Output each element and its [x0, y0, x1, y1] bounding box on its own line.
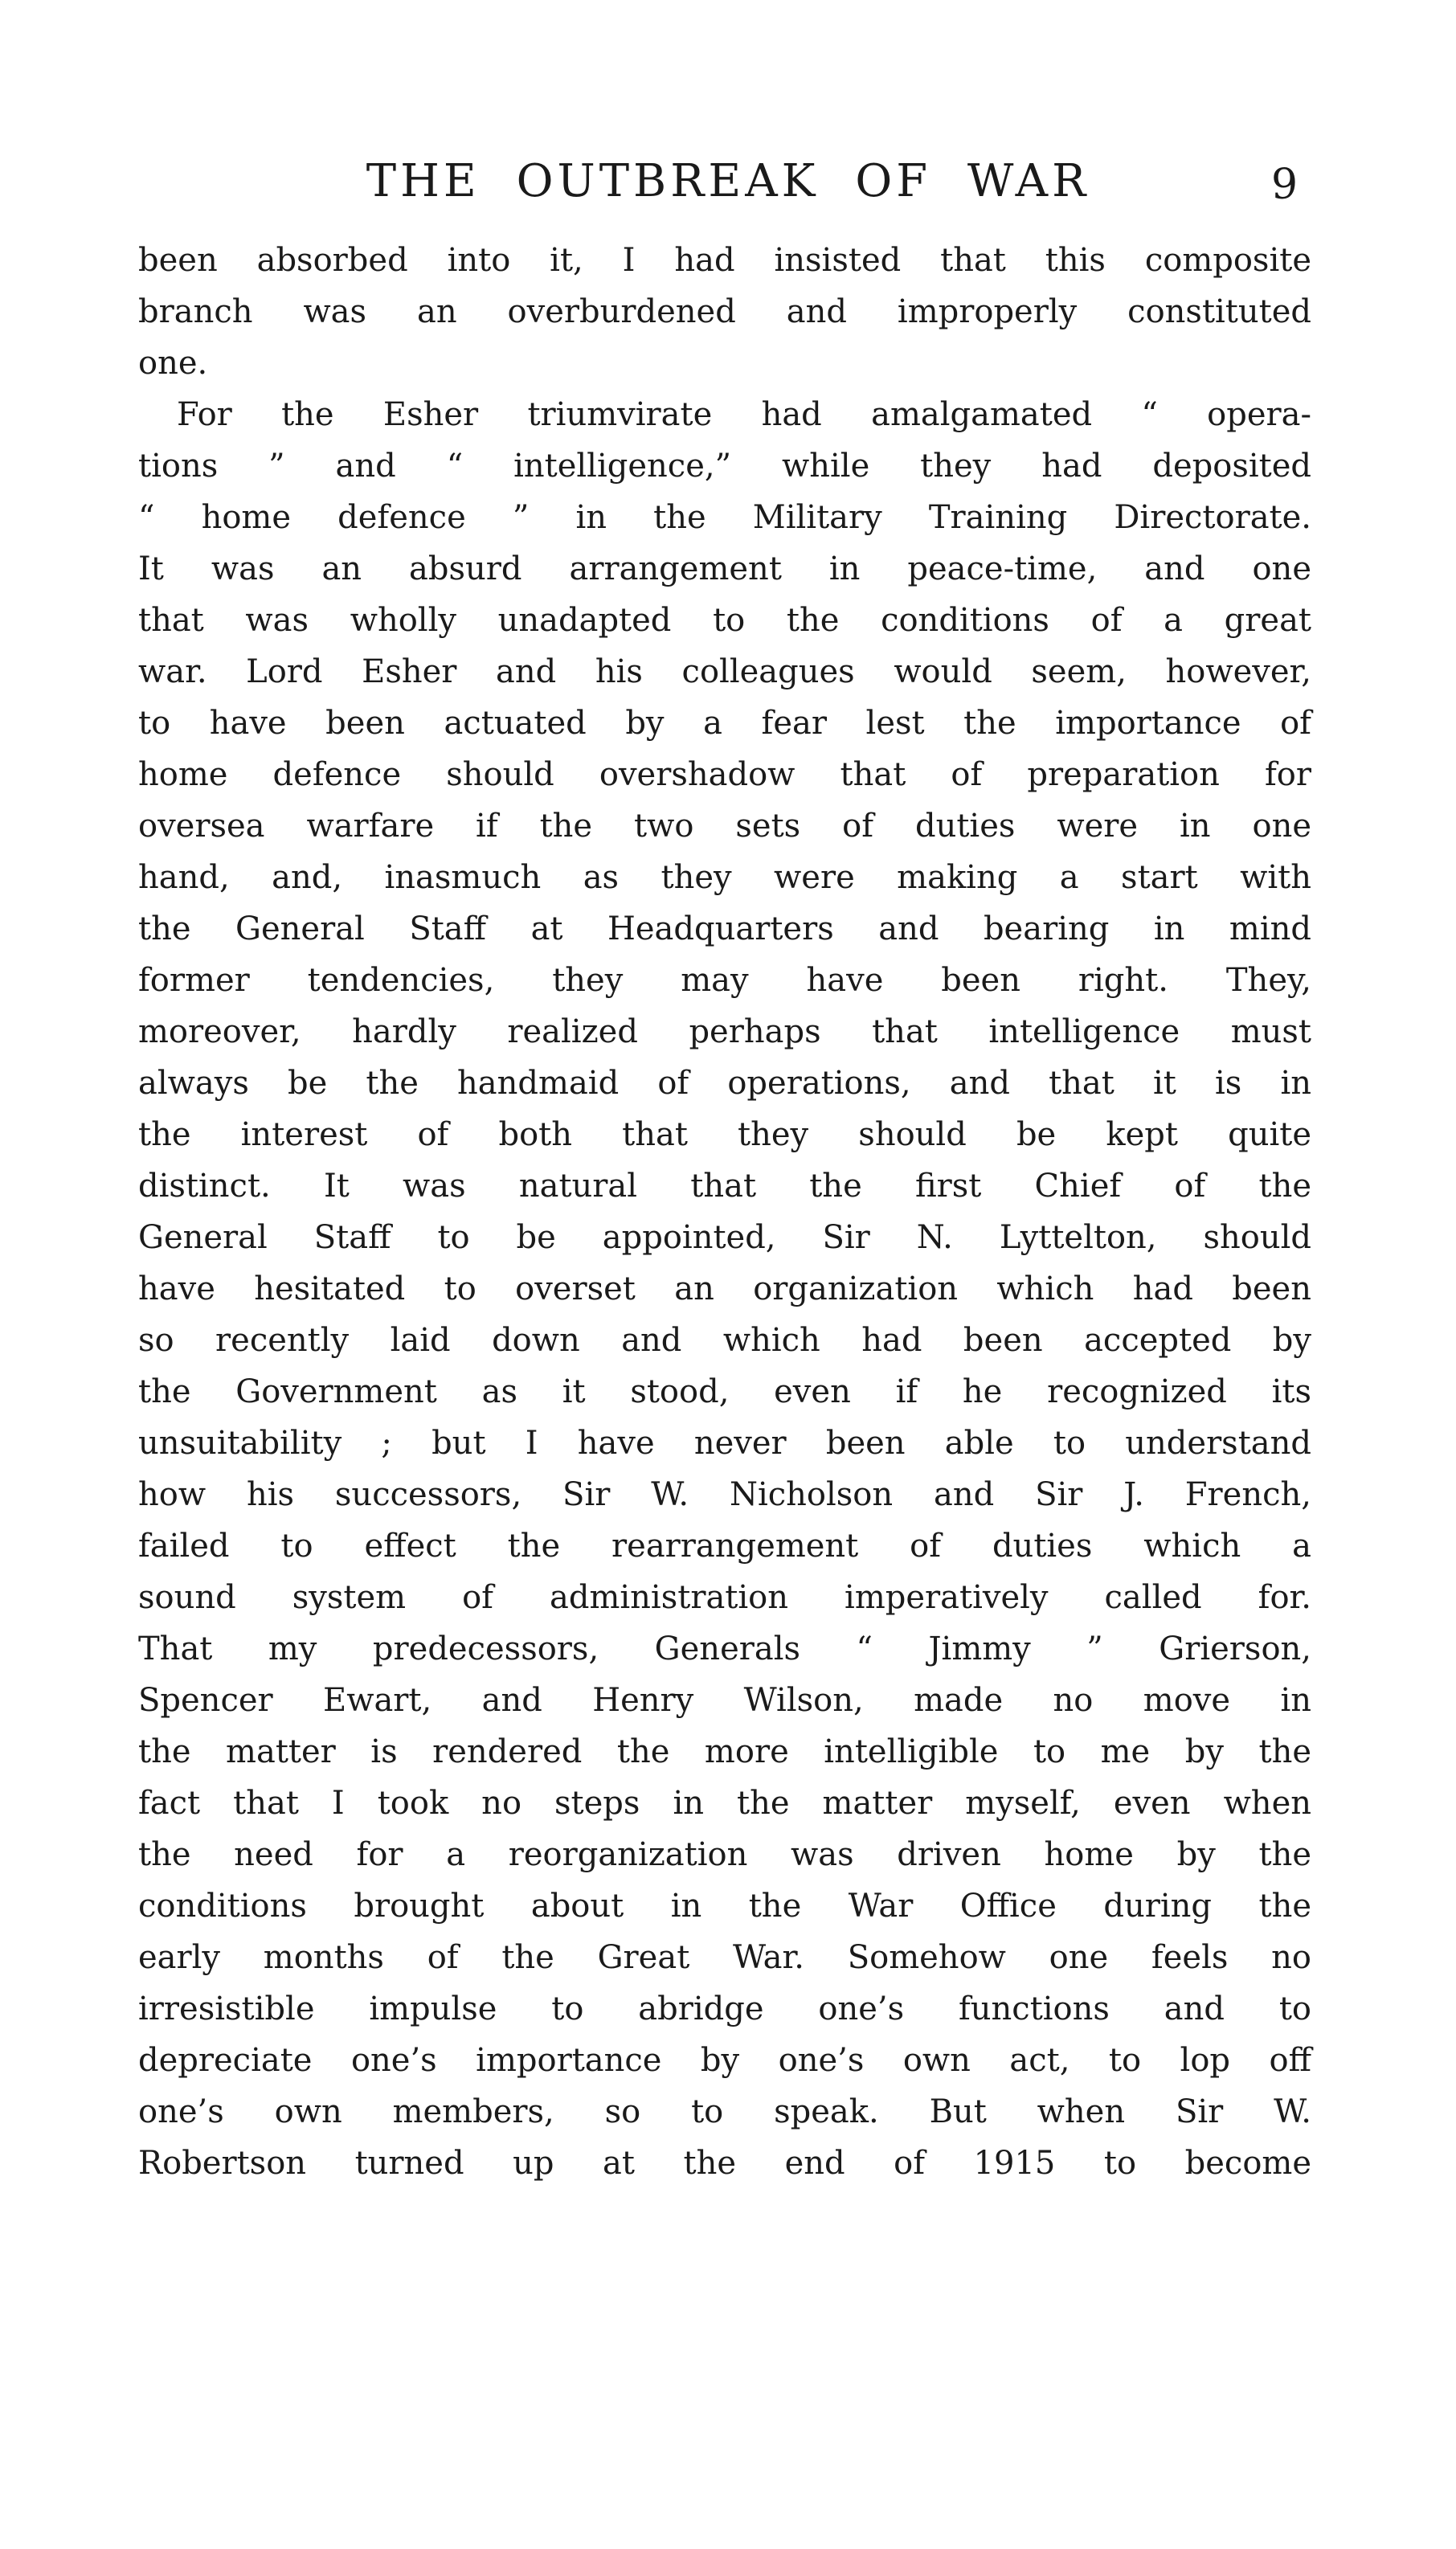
text-line: that was wholly unadapted to the conditions of a great: [138, 602, 1311, 639]
text-line: moreover, hardly realized perhaps that intelligence must: [138, 1013, 1311, 1050]
text-line: “ home defence ” in the Military Training Directorate.: [138, 499, 1311, 536]
text-line: the Government as it stood, even if he recognized its: [138, 1373, 1311, 1410]
text-line: Spencer Ewart, and Henry Wilson, made no move in: [138, 1682, 1311, 1719]
chapter-title: THE OUTBREAK OF WAR: [366, 155, 1090, 207]
text-line: always be the handmaid of operations, and that it is in: [138, 1065, 1311, 1102]
text-line: the need for a reorganization was driven home by the: [138, 1836, 1311, 1873]
text-line: It was an absurd arrangement in peace-time, and one: [138, 550, 1311, 587]
body-text: [138, 235, 1311, 2189]
text-line: former tendencies, they may have been right. They,: [138, 962, 1311, 999]
text-line: branch was an overburdened and improperly constituted: [138, 293, 1311, 330]
text-line: been absorbed into it, I had insisted that this composite: [138, 242, 1311, 279]
text-line: For the Esher triumvirate had amalgamated “ opera-: [177, 396, 1311, 433]
text-line: the General Staff at Headquarters and bearing in mind: [138, 910, 1311, 947]
text-line: hand, and, inasmuch as they were making a start with: [138, 859, 1311, 896]
running-header: [141, 155, 1315, 207]
text-line: Robertson turned up at the end of 1915 to become: [138, 2145, 1311, 2182]
text-line: failed to effect the rearrangement of duties which a: [138, 1528, 1311, 1565]
text-line: irresistible impulse to abridge one’s functions and to: [138, 1991, 1311, 2027]
text-line: sound system of administration imperatively called for.: [138, 1579, 1311, 1616]
text-line: the interest of both that they should be kept quite: [138, 1116, 1311, 1153]
text-line: General Staff to be appointed, Sir N. Lyttelton, should: [138, 1219, 1311, 1256]
text-line: so recently laid down and which had been accepted by: [138, 1322, 1311, 1359]
text-line: early months of the Great War. Somehow one feels no: [138, 1939, 1311, 1976]
text-line: one’s own members, so to speak. But when Sir W.: [138, 2093, 1311, 2130]
text-line: oversea warfare if the two sets of duties were in one: [138, 808, 1311, 845]
text-line: have hesitated to overset an organization which had been: [138, 1270, 1311, 1307]
text-line: unsuitability ; but I have never been able to understand: [138, 1425, 1311, 1462]
text-line: conditions brought about in the War Office during the: [138, 1888, 1311, 1925]
text-line: depreciate one’s importance by one’s own act, to lop off: [138, 2042, 1311, 2079]
text-line: the matter is rendered the more intelligible to me by the: [138, 1733, 1311, 1770]
text-line: That my predecessors, Generals “ Jimmy ” Grierson,: [138, 1630, 1311, 1667]
text-line: distinct. It was natural that the first Chief of the: [138, 1168, 1311, 1205]
text-line: fact that I took no steps in the matter myself, even when: [138, 1785, 1311, 1822]
text-line: to have been actuated by a fear lest the importance of: [138, 705, 1311, 742]
page-number: 9: [1271, 161, 1299, 209]
text-line: one.: [138, 345, 208, 382]
text-line: war. Lord Esher and his colleagues would seem, however,: [138, 653, 1311, 690]
text-line: how his successors, Sir W. Nicholson and Sir J. French,: [138, 1476, 1311, 1513]
text-line: tions ” and “ intelligence,” while they had deposited: [138, 448, 1311, 485]
text-line: home defence should overshadow that of preparation for: [138, 756, 1311, 793]
